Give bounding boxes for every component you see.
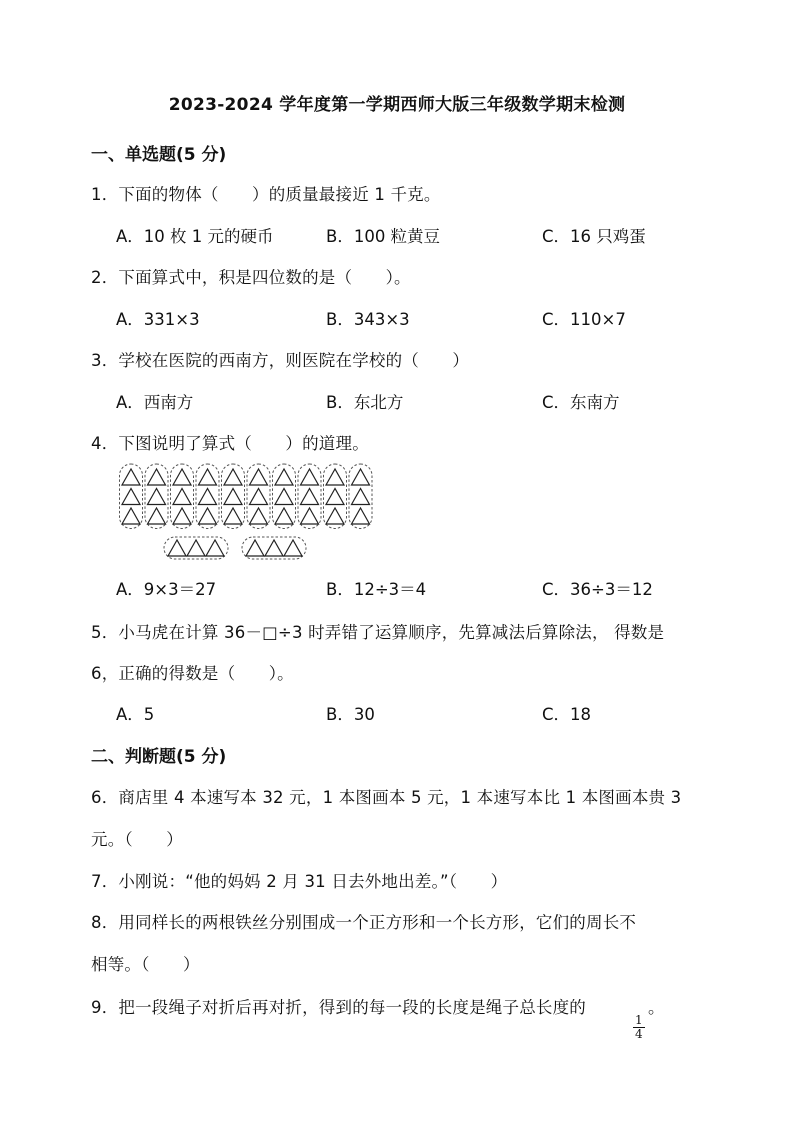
column-group-outline — [273, 464, 296, 529]
q1-option-c: C．16 只鸡蛋 — [542, 227, 646, 246]
question-6-line-2: 元。（ ） — [91, 830, 183, 849]
question-5-line-1: 5．小马虎在计算 36－□÷3 时弄错了运算顺序，先算减法后算除法， 得数是 — [91, 623, 665, 642]
q5-option-c: C．18 — [542, 705, 592, 724]
triangle-shape — [122, 469, 140, 485]
triangle-shape — [250, 489, 268, 505]
triangle-shape — [275, 508, 293, 524]
column-group-outline — [324, 464, 347, 529]
triangle-shape — [265, 540, 283, 556]
column-group-outline — [145, 464, 168, 529]
triangle-shape — [301, 469, 319, 485]
triangle-shape — [187, 540, 205, 556]
triangle-shape — [199, 508, 217, 524]
q1-option-a: A．10 枚 1 元的硬币 — [116, 227, 274, 246]
column-group-outline — [120, 464, 143, 529]
triangle-shape — [301, 489, 319, 505]
question-8-line-1: 8．用同样长的两根铁丝分别围成一个正方形和一个长方形，它们的周长不 — [91, 913, 637, 932]
triangle-shape — [224, 489, 242, 505]
question-5-line-2: 6，正确的得数是（ ）。 — [91, 664, 294, 683]
question-9-tail: 。 — [648, 998, 665, 1017]
q3-option-b: B．东北方 — [326, 393, 404, 412]
triangle-shape — [173, 469, 191, 485]
triangle-shape — [199, 489, 217, 505]
section-heading-single-choice: 一、单选题(5 分) — [91, 145, 227, 165]
question-3: 3．学校在医院的西南方，则医院在学校的（ ） — [91, 351, 470, 370]
triangle-shape — [148, 469, 166, 485]
fraction-denominator: 4 — [635, 1027, 643, 1041]
question-7: 7．小刚说：“他的妈妈 2 月 31 日去外地出差。”（ ） — [91, 872, 508, 891]
triangle-shape — [246, 540, 264, 556]
triangle-shape — [206, 540, 224, 556]
triangle-shape — [122, 489, 140, 505]
triangle-shape — [352, 489, 370, 505]
question-1: 1．下面的物体（ ）的质量最接近 1 千克。 — [91, 185, 441, 204]
triangle-shape — [173, 508, 191, 524]
triangle-shape — [326, 508, 344, 524]
question-8-line-2: 相等。（ ） — [91, 955, 200, 974]
triangle-shape — [224, 508, 242, 524]
question-9 — [91, 994, 586, 1018]
triangle-shape — [326, 489, 344, 505]
triangle-shape — [275, 489, 293, 505]
column-group-outline — [222, 464, 245, 529]
triangle-shape — [173, 489, 191, 505]
q5-option-b: B．30 — [326, 705, 375, 724]
triangle-shape — [326, 469, 344, 485]
q2-option-b: B．343×3 — [326, 310, 410, 329]
q3-option-a: A．西南方 — [116, 393, 194, 412]
section-heading-true-false: 二、判断题(5 分) — [91, 747, 227, 767]
q5-option-a: A．5 — [116, 705, 155, 724]
q2-option-a: A．331×3 — [116, 310, 200, 329]
column-group-outline — [247, 464, 270, 529]
triangle-shape — [168, 540, 186, 556]
triangle-grouping-figure — [116, 462, 386, 564]
triangle-shape — [301, 508, 319, 524]
page-title: 2023-2024 学年度第一学期西师大版三年级数学期末检测 — [168, 95, 626, 115]
column-group-outline — [171, 464, 194, 529]
question-6-line-1: 6．商店里 4 本速写本 32 元，1 本图画本 5 元，1 本速写本比 1 本图画本贵 3 — [91, 788, 682, 807]
triangle-shape — [352, 508, 370, 524]
question-4: 4．下图说明了算式（ ）的道理。 — [91, 434, 369, 453]
triangle-shape — [250, 469, 268, 485]
triangle-shape — [199, 469, 217, 485]
fraction-one-quarter — [633, 1014, 645, 1041]
triangle-shape — [122, 508, 140, 524]
question-9-text: 9．把一段绳子对折后再对折，得到的每一段的长度是绳子总长度的 — [91, 998, 586, 1017]
triangle-shape — [224, 469, 242, 485]
triangle-shape — [352, 469, 370, 485]
q3-option-c: C．东南方 — [542, 393, 620, 412]
column-group-outline — [298, 464, 321, 529]
triangle-shape — [275, 469, 293, 485]
triangle-shape — [284, 540, 302, 556]
column-group-outline — [349, 464, 372, 529]
fraction-numerator: 1 — [635, 1013, 643, 1027]
question-2: 2．下面算式中，积是四位数的是（ ）。 — [91, 268, 411, 287]
triangle-shape — [250, 508, 268, 524]
q1-option-b: B．100 粒黄豆 — [326, 227, 441, 246]
q4-option-a: A．9×3＝27 — [116, 580, 217, 599]
triangle-shape — [148, 489, 166, 505]
q4-option-b: B．12÷3＝4 — [326, 580, 427, 599]
triangle-shape — [148, 508, 166, 524]
column-group-outline — [196, 464, 219, 529]
q4-option-c: C．36÷3＝12 — [542, 580, 653, 599]
q2-option-c: C．110×7 — [542, 310, 626, 329]
